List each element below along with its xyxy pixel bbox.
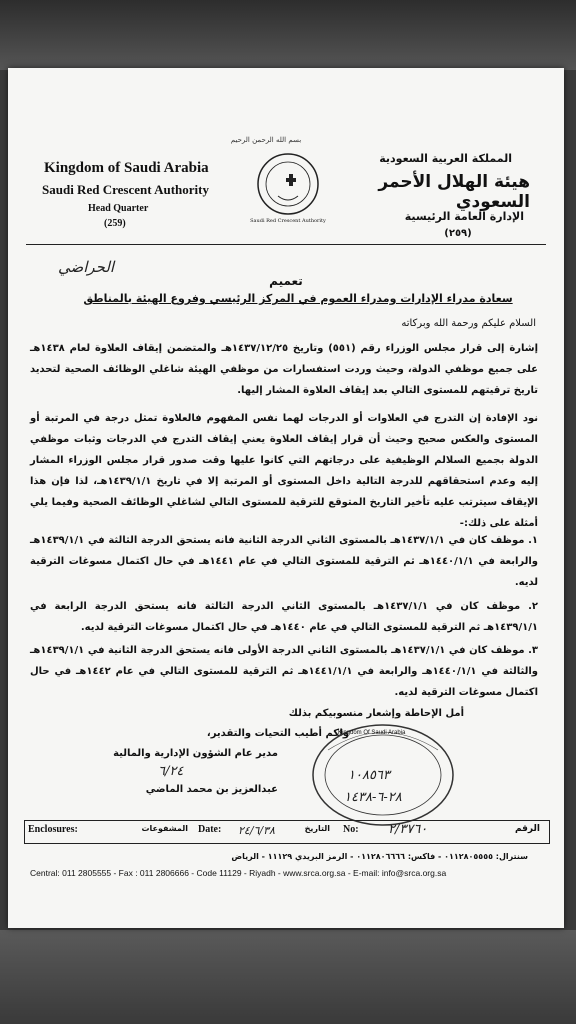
basmala: بسم الله الرحمن الرحيم bbox=[230, 136, 302, 144]
stamp-number: ١٠٨٥٦٣ bbox=[348, 768, 390, 783]
top-backdrop bbox=[0, 0, 576, 70]
reference-box bbox=[24, 820, 550, 844]
closing-request: أمل الإحاطة وإشعار منسوبيكم بذلك bbox=[288, 708, 464, 719]
document-page bbox=[8, 68, 564, 928]
header-ar-country: المملكة العربية السعودية bbox=[379, 152, 512, 165]
signer-title: مدير عام الشؤون الإدارية والمالية bbox=[113, 748, 278, 759]
example-item: ٣. موظف كان في ١٤٣٧/١/١هـ بالمستوى الثاني الدرجة الأولى فانه يستحق الدرجة الثانية في ١٤٣٩/١/١هـ والثالثة في ١٤٤٠/١/١هـ والرابعة في ١٤٤١/١/١هـ ثم الترقية للمستوى التالي في عام ١٤٤٢هـ في حال اكتمال مسوغات الترقية لديه. bbox=[30, 645, 538, 698]
example-item: ٢. موظف كان في ١٤٣٧/١/١هـ بالمستوى الثاني الدرجة الثالثة فانه يستحق الدرجة الرابعة في ١٤٣٩/١/١هـ ثم الترقية للمستوى التالي في عام ١٤٤٠هـ في حال اكتمال مسوغات الترقية لديه. bbox=[30, 601, 538, 633]
stamp-label: Kingdom Of Saudi Arabia bbox=[338, 730, 406, 736]
header-ar-number: (٢٥٩) bbox=[444, 228, 472, 239]
header-divider bbox=[26, 244, 546, 245]
header-en-country: Kingdom of Saudi Arabia bbox=[44, 160, 209, 176]
contact-arabic: سنترال: ٠١١٢٨٠٥٥٥٥ - فاكس: ٠١١٢٨٠٦٦٦٦ - الرمز البريدي ١١١٢٩ - الرياض bbox=[231, 852, 528, 861]
stamp-date: ٢٨-٦-١٤٣٨ bbox=[344, 790, 402, 805]
number-label: No: bbox=[343, 824, 359, 835]
header-en-number: (259) bbox=[104, 218, 126, 229]
number-label-ar: الرقم bbox=[514, 824, 540, 834]
contact-english: Central: 011 2805555 - Fax : 011 2806666 - Code 11129 - Riyadh - www.srca.org.sa - E-mail: info@srca.org.sa bbox=[30, 868, 447, 878]
date-label-ar: التاريخ bbox=[304, 824, 330, 833]
logo-caption: Saudi Red Crescent Authority bbox=[250, 218, 326, 224]
enclosures-label-ar: المشفوعات bbox=[141, 824, 188, 833]
header-en-authority: Saudi Red Crescent Authority bbox=[42, 182, 209, 197]
handwritten-reference: الحراضي bbox=[58, 258, 115, 276]
bottom-backdrop bbox=[0, 930, 576, 1024]
signer-date: ٦/٢٤ bbox=[158, 764, 184, 779]
number-handwritten: ٢/٣٧٦٠ bbox=[388, 822, 428, 837]
srca-logo bbox=[256, 152, 320, 220]
enclosures-label: Enclosures: bbox=[28, 824, 78, 835]
signer-name: عبدالعزيز بن محمد الماضي bbox=[145, 784, 278, 795]
header-ar-authority: هيئة الهلال الأحمر السعودي bbox=[378, 172, 530, 212]
header-ar-hq: الإدارة العامة الرئيسية bbox=[404, 210, 524, 223]
example-item: ١. موظف كان في ١٤٣٧/١/١هـ بالمستوى الثاني الدرجة الثانية فانه يستحق الدرجة الثالثة في ١٤٣٩/١/١هـ والرابعة في ١٤٤٠/١/١هـ ثم الترقية للمستوى التالي في عام ١٤٤١هـ في حال اكتمال مسوغات الترقية لديه. bbox=[30, 535, 538, 588]
subject-title: تعميم bbox=[269, 274, 303, 288]
date-handwritten: ٢٤/٦/٣٨ bbox=[238, 824, 275, 837]
header-en-hq: Head Quarter bbox=[88, 203, 149, 214]
addressee: سعادة مدراء الإدارات ومدراء العموم في المركز الرئيسي وفروع الهيئة بالمناطق bbox=[83, 292, 513, 305]
greeting: السلام عليكم ورحمة الله وبركاته bbox=[401, 318, 536, 329]
paragraph-reference: إشارة إلى قرار مجلس الوزراء رقم (٥٥١) وتاريخ ١٤٣٧/١٢/٢٥هـ والمتضمن إيقاف العلاوة لعام ١٤٣٨هـ على جميع موظفي الدولة، وحيث وردت استفسارات من موظفي الهيئة شاغلي الوظائف الصحية لتحديد تاريخ ترقيتهم للمستوى التالي بعد إيقاف العلاوة المشار إليها. bbox=[30, 343, 538, 396]
date-label: Date: bbox=[198, 824, 222, 835]
closing-regards: ولكم أطيب التحيات والتقدير، bbox=[206, 728, 350, 739]
paragraph-clarification: نود الإفادة إن التدرج في العلاوات أو الدرجات لهما نفس المفهوم فالعلاوة تمثل درجة في المرتبة أو المستوى والعكس صحيح وحيث أن قرار إيقاف العلاوة يعني إيقاف التدرج في الدرجات وثبات موظفي الدولة بجميع السلالم الوظيفية على درجاتهم التي كانوا عليها وقت صدور قرار مجلس الوزراء المشار إليه وعدم استحقاقهم للدرجة التالية داخل المستوى أو المرتبة إلا في تاريخ ١٤٣٩/١/١هـ، لذا فإن هذا الإيقاف سيترتب عليه تأخير التاريخ المتوقع للترقية للمستوى التالي لشاغلي الوظائف الصحية وفيما يلي أمثلة على ذلك:- bbox=[30, 413, 538, 529]
